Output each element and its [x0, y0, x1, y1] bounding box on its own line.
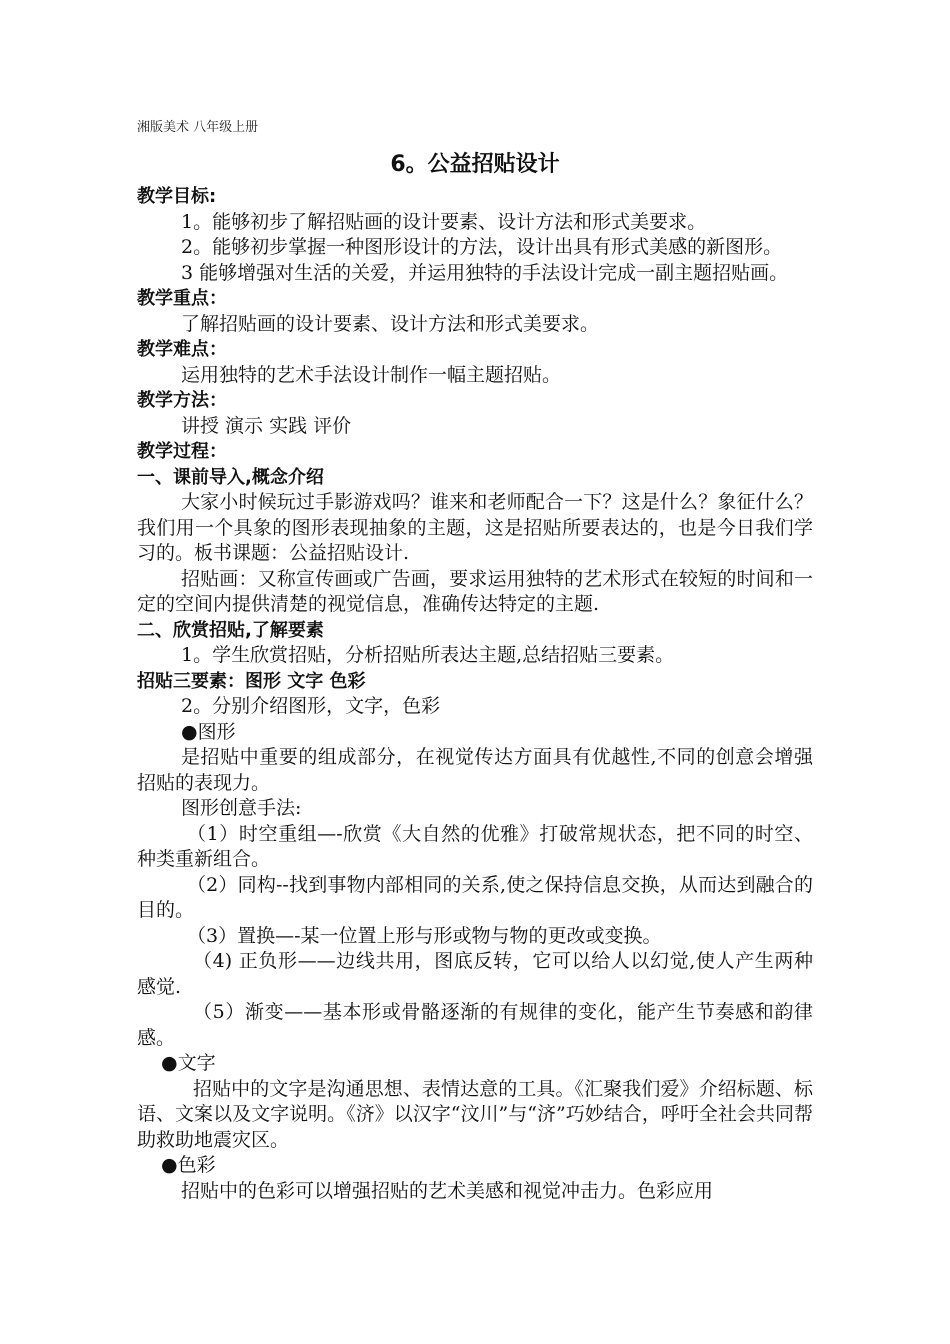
section-heading-objectives: 教学目标:: [137, 186, 217, 207]
section-heading-methods: 教学方法：: [137, 390, 227, 411]
document-title: 6。公益招贴设计: [390, 152, 560, 177]
section-heading-intro: 一、课前导入,概念介绍: [137, 466, 324, 488]
paragraph: 运用独特的艺术手法设计制作一幅主题招贴。: [181, 363, 562, 386]
paragraph: 是招贴中重要的组成部分，在视觉传达方面具有优越性,不同的创意会增强招贴的表现力。: [137, 746, 813, 794]
bullet-graphics: ●图形: [181, 720, 236, 743]
section-heading-process: 教学过程：: [137, 441, 227, 462]
paragraph: 讲授 演示 实践 评价: [181, 414, 352, 437]
paragraph: 招贴中的色彩可以增强招贴的艺术美感和视觉冲击力。色彩应用: [181, 1179, 714, 1202]
section-heading-key-points: 教学重点：: [137, 288, 227, 309]
page-header: 湘版美术 八年级上册: [137, 120, 259, 135]
list-item: （5）渐变——基本形或骨骼逐渐的有规律的变化，能产生节奏感和韵律感。: [137, 1001, 813, 1049]
paragraph: 大家小时候玩过手影游戏吗？谁来和老师配合一下？这是什么？象征什么？ 我们用一个具象的图形表现抽象的主题，这是招贴所要表达的，也是今日我们学习的。板书课题：公益招贴设计.: [137, 491, 813, 564]
list-item: （2）同构--找到事物内部相同的关系,使之保持信息交换，从而达到融合的目的。: [137, 873, 813, 921]
list-item: （1）时空重组—-欣赏《大自然的优雅》打破常规状态，把不同的时空、种类重新组合。: [137, 822, 813, 870]
bullet-color: ●色彩: [161, 1154, 216, 1176]
list-item: （3）置换—-某一位置上形与形或物与物的更改或变换。: [187, 924, 662, 947]
bullet-text: ●文字: [161, 1052, 216, 1074]
paragraph: 1。能够初步了解招贴画的设计要素、设计方法和形式美要求。: [181, 210, 707, 233]
paragraph: 3 能够增强对生活的关爱，并运用独特的手法设计完成一副主题招贴画。: [181, 261, 789, 284]
section-heading-three-elements: 招贴三要素：图形 文字 色彩: [137, 670, 366, 692]
paragraph: 招贴画：又称宣传画或广告画，要求运用独特的艺术形式在较短的时间和一定的空间内提供清楚的视觉信息，准确传达特定的主题.: [137, 567, 813, 615]
paragraph: 图形创意手法:: [181, 797, 302, 819]
paragraph: 了解招贴画的设计要素、设计方法和形式美要求。: [181, 312, 600, 335]
paragraph: 2。分别介绍图形，文字，色彩: [181, 695, 441, 717]
paragraph: 1。学生欣赏招贴，分析招贴所表达主题,总结招贴三要素。: [181, 644, 675, 666]
paragraph: 2。能够初步掌握一种图形设计的方法，设计出具有形式美感的新图形。: [181, 236, 783, 258]
paragraph: 招贴中的文字是沟通思想、表情达意的工具。《汇聚我们爱》介绍标题、标语、文案以及文字说明。《济》以汉字“汶川”与“济”巧妙结合，呼吁全社会共同帮助救助地震灾区。: [137, 1077, 813, 1151]
list-item: （4) 正负形——边线共用，图底反转，它可以给人以幻觉,使人产生两种感觉.: [137, 950, 813, 998]
section-heading-appreciate: 二、欣赏招贴,了解要素: [137, 619, 324, 641]
section-heading-difficulties: 教学难点：: [137, 339, 227, 360]
document-body: [137, 184, 813, 1204]
